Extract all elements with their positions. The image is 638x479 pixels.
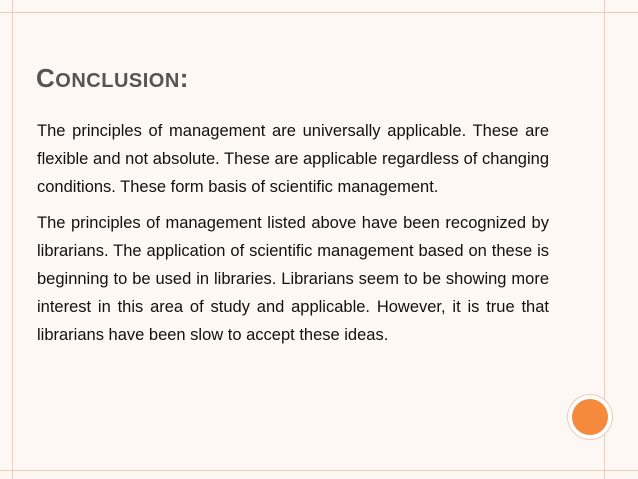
- paragraph-2: The principles of management listed above have been recognized by librarians. The application of scientific management based on these is beginning to be used in libraries. Librarians seem to be showing more interest in this area of study and applicable. However, it is true that librarians have been slow to accept these ideas.: [37, 214, 549, 344]
- slide-title: [36, 62, 189, 97]
- paragraph-1: The principles of management are universally applicable. These are flexible and not absolute. These are applicable regardless of changing conditions. These form basis of scientific management.: [37, 122, 549, 196]
- accent-circle: [568, 395, 612, 439]
- frame-line-top: [0, 12, 638, 13]
- slide-body: [37, 117, 549, 357]
- title-colon: :: [179, 63, 189, 93]
- title-initial: C: [36, 63, 56, 93]
- frame-line-left: [12, 0, 13, 479]
- title-rest: ONCLUSION: [55, 70, 180, 92]
- frame-line-bottom: [0, 470, 638, 471]
